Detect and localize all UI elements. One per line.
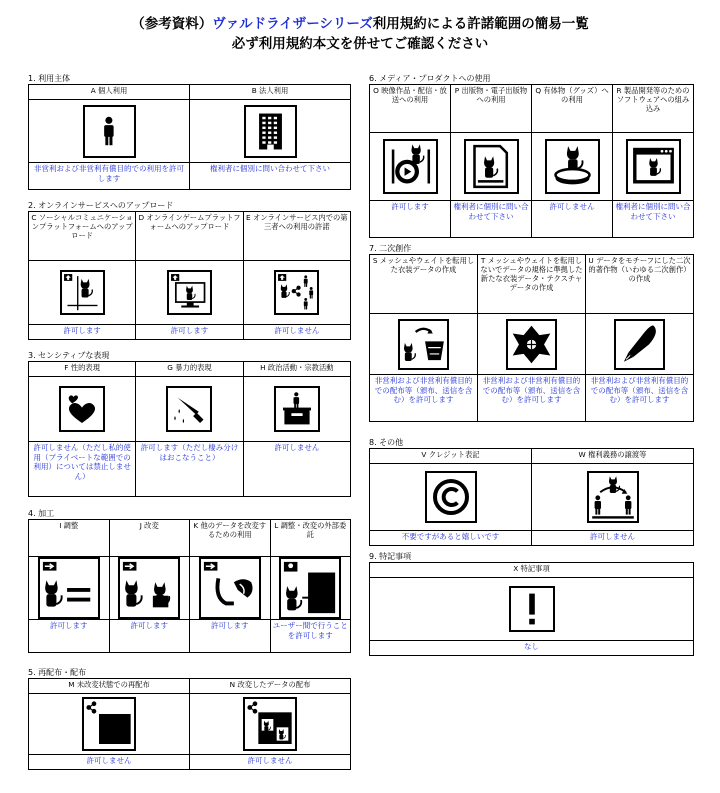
permission-table	[369, 448, 694, 546]
icon-cell	[270, 557, 351, 620]
building-icon	[244, 105, 297, 158]
item-label: K 他のデータを改変するための利用	[190, 520, 271, 557]
permission-table	[28, 519, 351, 653]
item-label: U データをモチーフにした二次的著作物（いわゆる二次創作）の作成	[586, 255, 694, 314]
icon-cell	[29, 261, 136, 325]
icon-cell	[109, 557, 190, 620]
redistribute-icon	[82, 697, 136, 751]
pen-icon	[614, 319, 665, 370]
permission-text: 権利者に個別に問い合わせて下さい	[190, 163, 351, 190]
permission-table	[28, 361, 351, 497]
item-label: X 特記事項	[370, 563, 694, 578]
item-label: W 権利義務の譲渡等	[532, 449, 694, 464]
permission-text: なし	[370, 641, 694, 656]
item-label: A 個人利用	[29, 85, 190, 100]
icon-cell	[243, 377, 350, 442]
permission-text: ユーザー間で行うことを許可します	[270, 620, 351, 653]
permission-text: 許可します	[29, 620, 110, 653]
podium-icon	[274, 386, 320, 432]
icon-cell	[136, 377, 243, 442]
item-label: I 調整	[29, 520, 110, 557]
permission-text: 許可しません	[243, 442, 350, 497]
permission-text: 許可します	[29, 325, 136, 340]
title-brand: ヴァルドライザーシリーズ	[212, 16, 373, 32]
permission-text: 不要ですがあると嬉しいです	[370, 531, 532, 546]
section-8	[369, 437, 694, 546]
item-label: L 調整・改変の外部委託	[270, 520, 351, 557]
icon-cell	[370, 464, 532, 531]
distribute-modified-icon	[243, 697, 297, 751]
icon-cell	[29, 377, 136, 442]
permission-table	[28, 678, 351, 770]
icon-cell	[190, 100, 351, 163]
icon-cell	[136, 261, 243, 325]
exclamation-icon	[509, 586, 555, 632]
section-heading: 8. その他	[369, 438, 404, 447]
permission-table	[369, 562, 694, 656]
permission-text: 非営利および非営利有償目的での配布等（頒布、送信を含む）を許可します	[370, 375, 478, 422]
knife-icon	[166, 386, 212, 432]
item-label: T メッシュやウェイトを転用しないでデータの規格に準拠した新たな衣装データ・テクスチャデータの作成	[478, 255, 586, 314]
section-6	[369, 73, 694, 238]
item-label: N 改変したデータの配布	[190, 679, 351, 694]
section-4	[28, 508, 351, 653]
doc-title-line2: 必ず利用規約本文を併せてご確認ください	[231, 36, 489, 52]
permission-table	[28, 84, 351, 190]
section-heading: 5. 再配布・配布	[28, 668, 87, 677]
permission-text: 許可しません	[243, 325, 350, 340]
section-1	[28, 73, 351, 190]
item-label: B 法人利用	[190, 85, 351, 100]
permission-text: 非営利および非営利有償目的での配布等（頒布、送信を含む）を許可します	[478, 375, 586, 422]
permission-text: 許可します	[190, 620, 271, 653]
item-label: H 政治活動・宗教活動	[243, 362, 350, 377]
item-label: M 未改変状態での再配布	[29, 679, 190, 694]
permission-text: 許可しません	[532, 201, 613, 238]
upload-social-icon	[60, 270, 105, 315]
video-icon	[383, 139, 438, 194]
permission-text: 許可しません	[29, 755, 190, 770]
icon-cell	[370, 133, 451, 201]
doc-title-line1	[0, 12, 720, 32]
permission-text: 許可します	[136, 325, 243, 340]
section-heading: 1. 利用主体	[28, 74, 71, 83]
icon-cell	[532, 133, 613, 201]
copyright-icon	[425, 471, 477, 523]
item-label: E オンラインサービス内での第三者への利用の許諾	[243, 212, 350, 261]
section-heading: 4. 加工	[28, 509, 55, 518]
item-label: G 暴力的表現	[136, 362, 243, 377]
item-label: S メッシュやウェイトを転用した衣装データの作成	[370, 255, 478, 314]
icon-cell	[243, 261, 350, 325]
icon-cell	[29, 100, 190, 163]
item-label: J 改変	[109, 520, 190, 557]
icon-cell	[586, 314, 694, 375]
item-label: O 映像作品・配信・放送への利用	[370, 85, 451, 133]
reuse-data-icon	[199, 557, 261, 619]
section-2	[28, 200, 351, 340]
section-5	[28, 667, 351, 770]
permission-text: 許可しません（ただし私的使用（プライベートな範囲での利用）については禁止しません）	[29, 442, 136, 497]
section-heading: 9. 特記事項	[369, 552, 412, 561]
adjust-icon	[38, 557, 100, 619]
transfer-icon	[587, 471, 639, 523]
permission-text: 非営利および非営利有償目的での配布等（頒布、送信を含む）を許可します	[586, 375, 694, 422]
permission-text: 権利者に個別に問い合わせて下さい	[613, 201, 694, 238]
section-heading: 6. メディア・プロダクトへの使用	[369, 74, 491, 83]
permission-text: 非営利および非営利有償目的での利用を許可します	[29, 163, 190, 190]
section-heading: 3. センシティブな表現	[28, 351, 110, 360]
icon-cell	[478, 314, 586, 375]
software-icon	[626, 139, 681, 194]
publication-icon	[464, 139, 519, 194]
permission-table	[28, 211, 351, 340]
item-label: Q 有体物（グッズ）への利用	[532, 85, 613, 133]
new-costume-icon	[506, 319, 557, 370]
permission-text: 権利者に個別に問い合わせて下さい	[451, 201, 532, 238]
section-heading: 7. 二次創作	[369, 244, 412, 253]
section-heading: 2. オンラインサービスへのアップロード	[28, 201, 174, 210]
person-icon	[83, 105, 136, 158]
share-third-party-icon	[274, 270, 319, 315]
icon-cell	[451, 133, 532, 201]
outsource-icon	[279, 557, 341, 619]
item-label: F 性的表現	[29, 362, 136, 377]
hearts-icon	[59, 386, 105, 432]
icon-cell	[613, 133, 694, 201]
icon-cell	[29, 694, 190, 755]
item-label: V クレジット表記	[370, 449, 532, 464]
section-7	[369, 243, 694, 422]
icon-cell	[190, 557, 271, 620]
section-9	[369, 551, 694, 656]
icon-cell	[370, 314, 478, 375]
figure-icon	[545, 139, 600, 194]
title-suffix: 利用規約による許諾範囲の簡易一覧	[372, 16, 589, 32]
modify-icon	[118, 557, 180, 619]
item-label: C ソーシャルコミュニケーションプラットフォームへのアップロード	[29, 212, 136, 261]
title-prefix: （参考資料）	[131, 16, 213, 32]
icon-cell	[29, 557, 110, 620]
permission-table	[369, 254, 694, 422]
icon-cell	[190, 694, 351, 755]
section-3	[28, 350, 351, 497]
permission-text: 許可します（ただし棲み分けはおこなうこと）	[136, 442, 243, 497]
permission-text: 許可しません	[190, 755, 351, 770]
permission-text: 許可しません	[532, 531, 694, 546]
upload-game-icon	[167, 270, 212, 315]
permission-text: 許可します	[109, 620, 190, 653]
mesh-convert-icon	[398, 319, 449, 370]
item-label: R 製品開発等のためのソフトウェアへの組み込み	[613, 85, 694, 133]
icon-cell	[532, 464, 694, 531]
item-label: P 出版物・電子出版物への利用	[451, 85, 532, 133]
permission-table	[369, 84, 694, 238]
icon-cell	[370, 578, 694, 641]
permission-text: 許可します	[370, 201, 451, 238]
item-label: D オンラインゲームプラットフォームへのアップロード	[136, 212, 243, 261]
